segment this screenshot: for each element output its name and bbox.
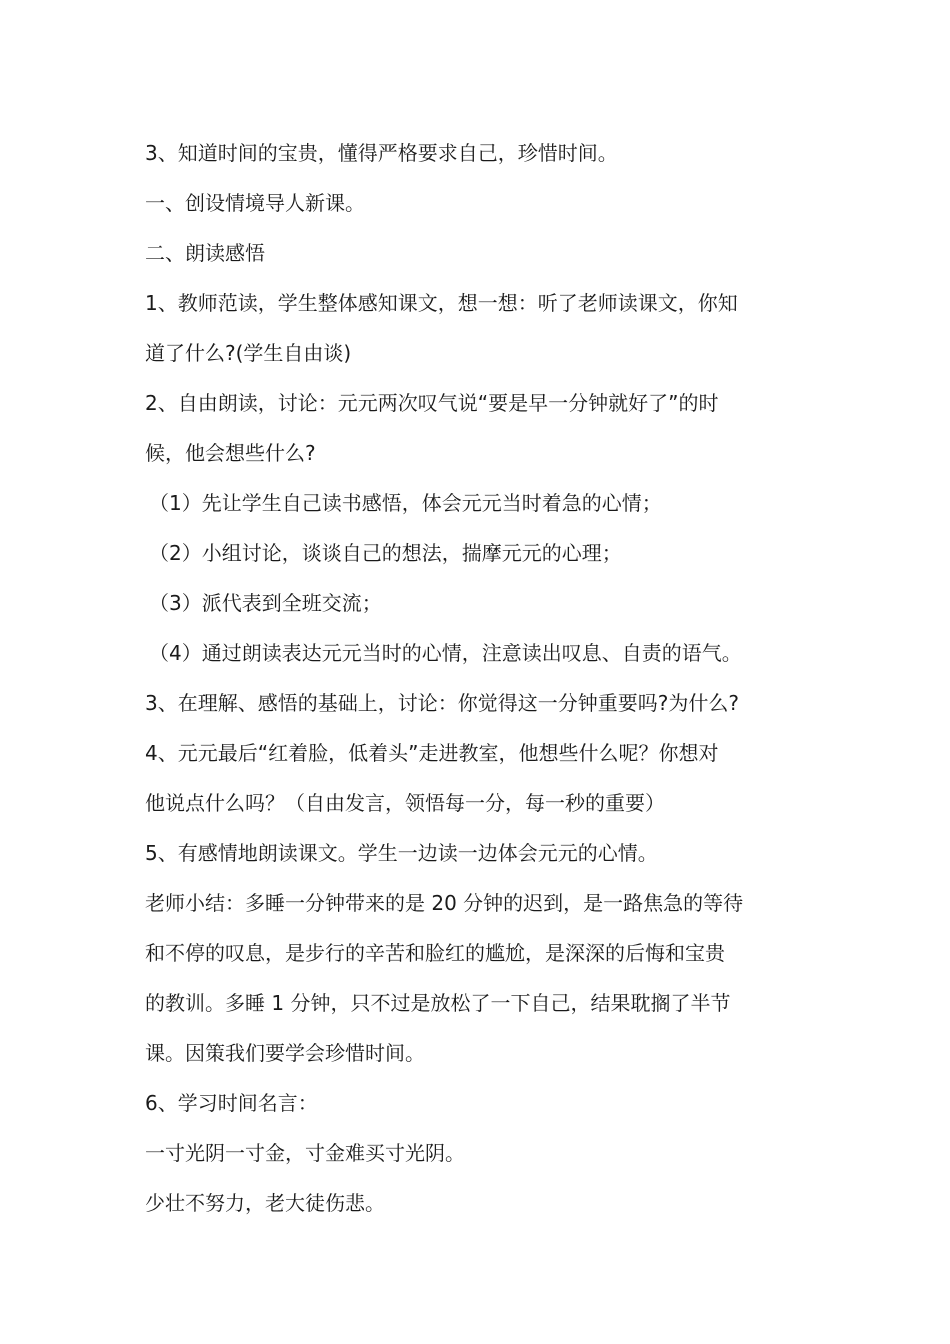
list-item: （3）派代表到全班交流； [149,591,382,615]
text-line: 1、教师范读，学生整体感知课文，想一想：听了老师读课文，你知 [145,291,738,315]
list-item: （2）小组讨论，谈谈自己的想法，揣摩元元的心理； [149,541,622,565]
section-heading: 二、朗读感悟 [145,241,265,265]
text-line: 2、自由朗读，讨论：元元两次叹气说“要是早一分钟就好了”的时 [145,391,719,415]
text-line: 候，他会想些什么? [145,441,316,465]
text-line: 5、有感情地朗读课文。学生一边读一边体会元元的心情。 [145,841,658,865]
summary-line: 老师小结：多睡一分钟带来的是 20 分钟的迟到，是一路焦急的等待 [145,891,744,915]
list-item: （4）通过朗读表达元元当时的心情，注意读出叹息、自责的语气。 [149,641,742,665]
text-line: 3、知道时间的宝贵，懂得严格要求自己，珍惜时间。 [145,141,618,165]
quote-line: 少壮不努力，老大徒伤悲。 [145,1191,385,1215]
quote-line: 一寸光阴一寸金，寸金难买寸光阴。 [145,1141,465,1165]
summary-line: 和不停的叹息，是步行的辛苦和脸红的尴尬，是深深的后悔和宝贵 [145,941,725,965]
document-body [145,128,810,1228]
text-line: 道了什么?(学生自由谈) [145,341,352,365]
text-line: 3、在理解、感悟的基础上，讨论：你觉得这一分钟重要吗?为什么? [145,691,739,715]
section-heading: 一、创设情境导人新课。 [145,191,365,215]
text-line: 他说点什么吗？（自由发言，领悟每一分，每一秒的重要） [145,791,665,815]
summary-line: 的教训。多睡 1 分钟，只不过是放松了一下自己，结果耽搁了半节 [145,991,731,1015]
text-line: 6、学习时间名言： [145,1091,318,1115]
summary-line: 课。因策我们要学会珍惜时间。 [145,1041,425,1065]
list-item: （1）先让学生自己读书感悟，体会元元当时着急的心情； [149,491,662,515]
text-line: 4、元元最后“红着脸，低着头”走进教室，他想些什么呢？你想对 [145,741,719,765]
